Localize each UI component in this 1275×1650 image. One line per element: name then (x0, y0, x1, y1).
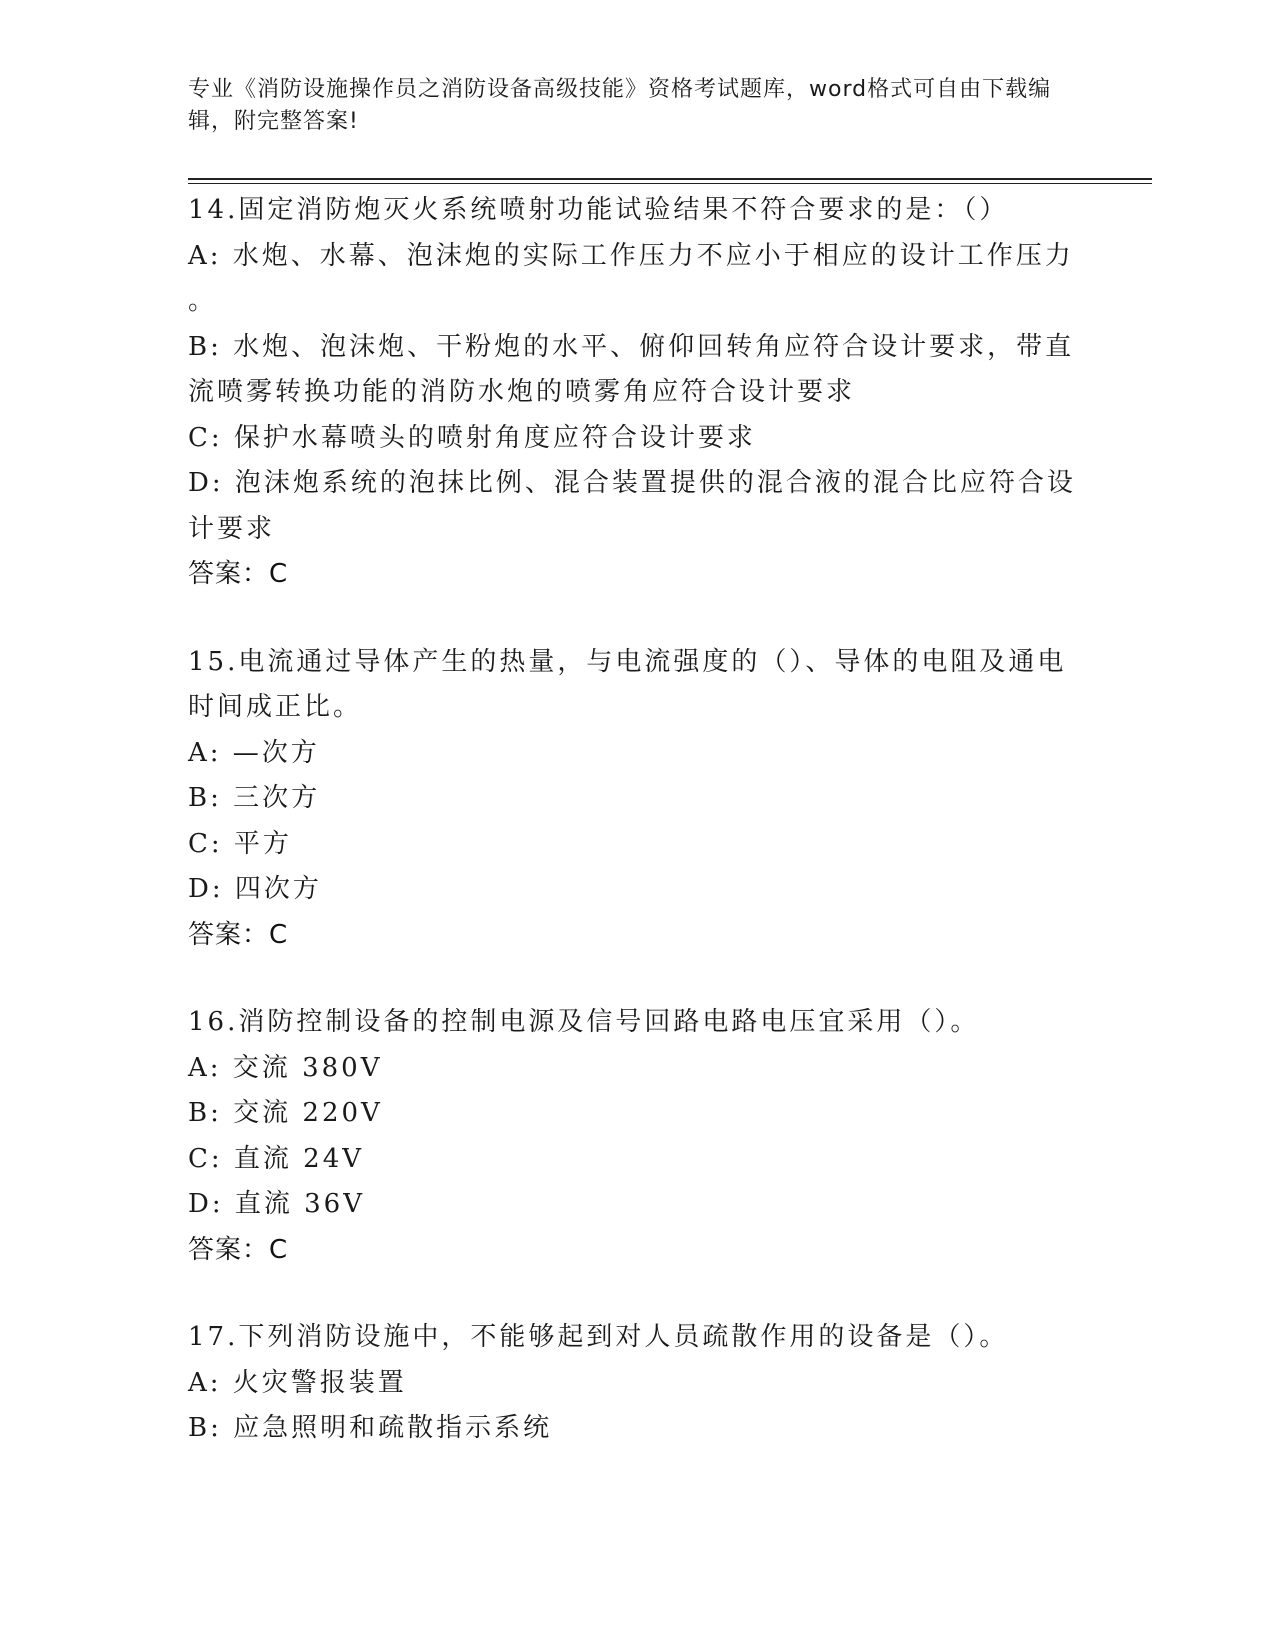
question-list (188, 188, 1088, 1494)
option-a: A: 交流 380V (188, 1052, 383, 1083)
answer-label: 答案：C (188, 559, 289, 589)
question-item (188, 1000, 1088, 1273)
option-c: C: 保护水幕喷头的喷射角度应符合设计要求 (188, 422, 756, 453)
option-b: B: 交流 220V (188, 1098, 383, 1128)
option-a: A: 火灾警报装置 (188, 1367, 407, 1398)
option-a: A: 水炮、水幕、泡沫炮的实际工作压力不应小于相应的设计工作压力 。 (188, 240, 1074, 316)
header-divider-thin (188, 183, 1152, 184)
answer-label: 答案：C (188, 919, 289, 950)
header-divider-thick (188, 178, 1152, 180)
option-b: B: 三次方 (188, 783, 321, 813)
question-stem: 15.电流通过导体产生的热量，与电流强度的（）、导体的电阻及通电时间成正比。 (188, 646, 1067, 722)
question-stem: 14.固定消防炮灭火系统喷射功能试验结果不符合要求的是：（） (188, 195, 1009, 225)
question-stem: 16.消防控制设备的控制电源及信号回路电路电压宜采用（）。 (188, 1007, 980, 1037)
answer-label: 答案：C (188, 1234, 289, 1265)
option-c: C: 直流 24V (188, 1143, 365, 1174)
option-d: D: 直流 36V (188, 1189, 365, 1219)
option-b: B: 水炮、泡沫炮、干粉炮的水平、俯仰回转角应符合设计要求，带直流喷雾转换功能的消防水炮的喷雾角应符合设计要求 (188, 331, 1075, 407)
option-d: D: 泡沫炮系统的泡抹比例、混合装置提供的混合液的混合比应符合设计要求 (188, 468, 1076, 544)
option-d: D: 四次方 (188, 874, 322, 904)
document-header: 专业《消防设施操作员之消防设备高级技能》资格考试题库，word格式可自由下载编辑，附完整答案! (188, 77, 1052, 134)
question-item (188, 188, 1088, 598)
question-item (188, 1315, 1088, 1452)
header-divider (188, 178, 1152, 185)
question-item (188, 640, 1088, 959)
option-b: B: 应急照明和疏散指示系统 (188, 1413, 553, 1443)
option-c: C: 平方 (188, 828, 292, 859)
question-stem: 17.下列消防设施中，不能够起到对人员疏散作用的设备是（）。 (188, 1322, 1009, 1352)
option-a: A: —次方 (188, 737, 320, 768)
